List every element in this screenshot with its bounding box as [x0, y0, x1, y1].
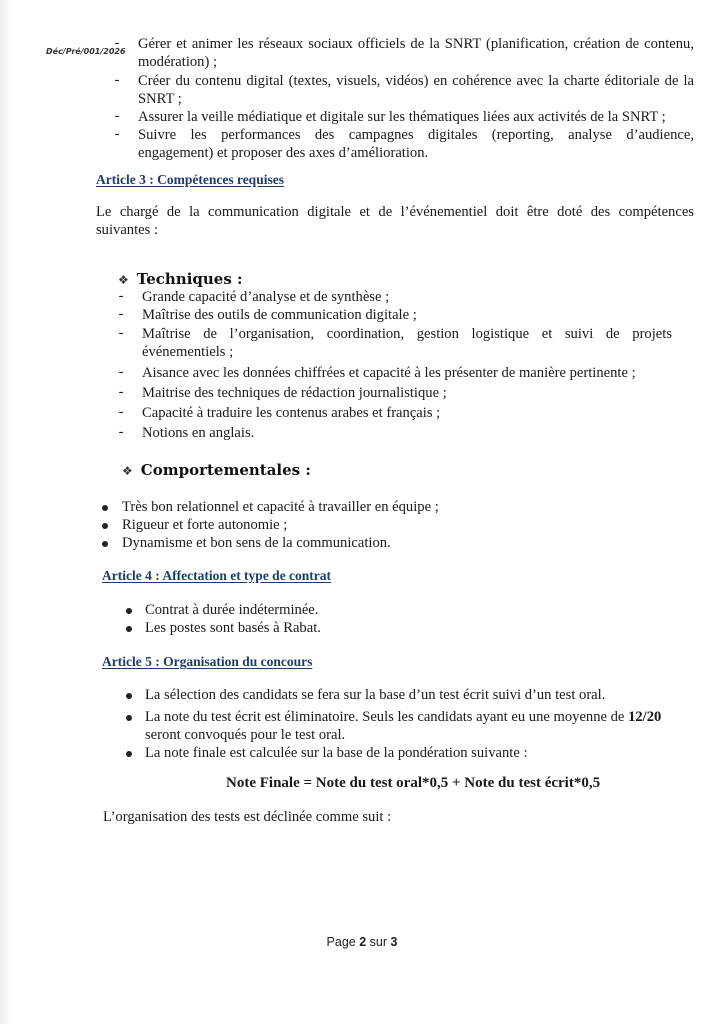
document-reference: Déc/Pré/001/2026: [46, 47, 126, 56]
article-4-heading: Article 4 : Affectation et type de contrat: [102, 568, 332, 583]
list-item: Maîtrise de l’organisation, coordination, gestion logistique et suivi de projets: [142, 326, 672, 342]
bullet-icon: [126, 608, 132, 614]
list-item-line: Gérer et animer les réseaux sociaux officiels de la SNRT (planification, création de contenu,: [138, 36, 694, 52]
list-item: Maîtrise des outils de communication digitale ;: [142, 307, 417, 323]
list-item: Maitrise des techniques de rédaction journalistique ;: [142, 385, 447, 401]
list-item: Les postes sont basés à Rabat.: [145, 620, 321, 636]
bullet-icon: [102, 505, 108, 511]
diamond-bullet-icon: ❖: [118, 273, 129, 287]
list-dash: -: [118, 384, 124, 400]
list-item-line: modération) ;: [138, 54, 218, 70]
scan-edge-shadow: [0, 0, 14, 1024]
list-item: Notions en anglais.: [142, 425, 255, 441]
list-item: Rigueur et forte autonomie ;: [122, 517, 288, 533]
list-dash: -: [114, 108, 120, 124]
list-dash: -: [118, 325, 124, 341]
comportementales-heading: ❖ Comportementales :: [122, 461, 311, 479]
list-item: seront convoqués pour le test oral.: [145, 727, 346, 743]
bullet-icon: [126, 715, 132, 721]
list-dash: -: [114, 72, 120, 88]
list-dash: -: [118, 404, 124, 420]
bullet-icon: [102, 523, 108, 529]
current-page-number: 2: [359, 935, 367, 949]
list-item: La note du test écrit est éliminatoire. Seuls les candidats ayant eu une moyenne de 12/20: [145, 709, 662, 725]
article-3-heading: Article 3 : Compétences requises: [96, 172, 284, 187]
closing-sentence: L’organisation des tests est déclinée comme suit :: [103, 809, 392, 825]
list-item-line: Suivre les performances des campagnes digitales (reporting, analyse d’audience,: [138, 127, 694, 143]
list-item-line: engagement) et proposer des axes d’amélioration.: [138, 145, 429, 161]
total-pages-number: 3: [390, 935, 398, 949]
bullet-icon: [126, 751, 132, 757]
list-item: Capacité à traduire les contenus arabes et français ;: [142, 405, 441, 421]
list-dash: -: [114, 35, 120, 51]
list-dash: -: [114, 126, 120, 142]
bullet-icon: [126, 693, 132, 699]
article-5-heading: Article 5 : Organisation du concours: [102, 654, 313, 669]
diamond-bullet-icon: ❖: [122, 464, 133, 478]
article-3-intro-line: Le chargé de la communication digitale et de l’événementiel doit être doté des compétences: [96, 204, 694, 220]
minimum-score: 12/20: [628, 709, 662, 725]
list-dash: -: [118, 424, 124, 440]
list-item: Dynamisme et bon sens de la communication.: [122, 535, 391, 551]
list-item-line: SNRT ;: [138, 91, 182, 107]
techniques-heading: ❖ Techniques :: [118, 270, 243, 288]
list-item: La sélection des candidats se fera sur la base d’un test écrit suivi d’un test oral.: [145, 687, 606, 703]
list-dash: -: [118, 288, 124, 304]
list-item: événementiels ;: [142, 344, 234, 360]
list-item: Grande capacité d’analyse et de synthèse ;: [142, 289, 390, 305]
list-item-line: Assurer la veille médiatique et digitale sur les thématiques liées aux activités de la SNRT ;: [138, 109, 666, 125]
article-3-intro-line: suivantes :: [96, 222, 159, 238]
list-item: Contrat à durée indéterminée.: [145, 602, 319, 618]
list-item-line: Créer du contenu digital (textes, visuels, vidéos) en cohérence avec la charte éditoriale de la: [138, 73, 694, 89]
bullet-icon: [102, 541, 108, 547]
bullet-icon: [126, 626, 132, 632]
final-score-formula: Note Finale = Note du test oral*0,5 + Note du test écrit*0,5: [226, 775, 601, 791]
list-item: Très bon relationnel et capacité à travailler en équipe ;: [122, 499, 439, 515]
page-footer: Page 2 sur 3: [326, 935, 398, 949]
list-dash: -: [118, 364, 124, 380]
list-item: La note finale est calculée sur la base de la pondération suivante :: [145, 745, 528, 761]
list-item: Aisance avec les données chiffrées et capacité à les présenter de manière pertinente ;: [142, 365, 636, 381]
list-dash: -: [118, 306, 124, 322]
